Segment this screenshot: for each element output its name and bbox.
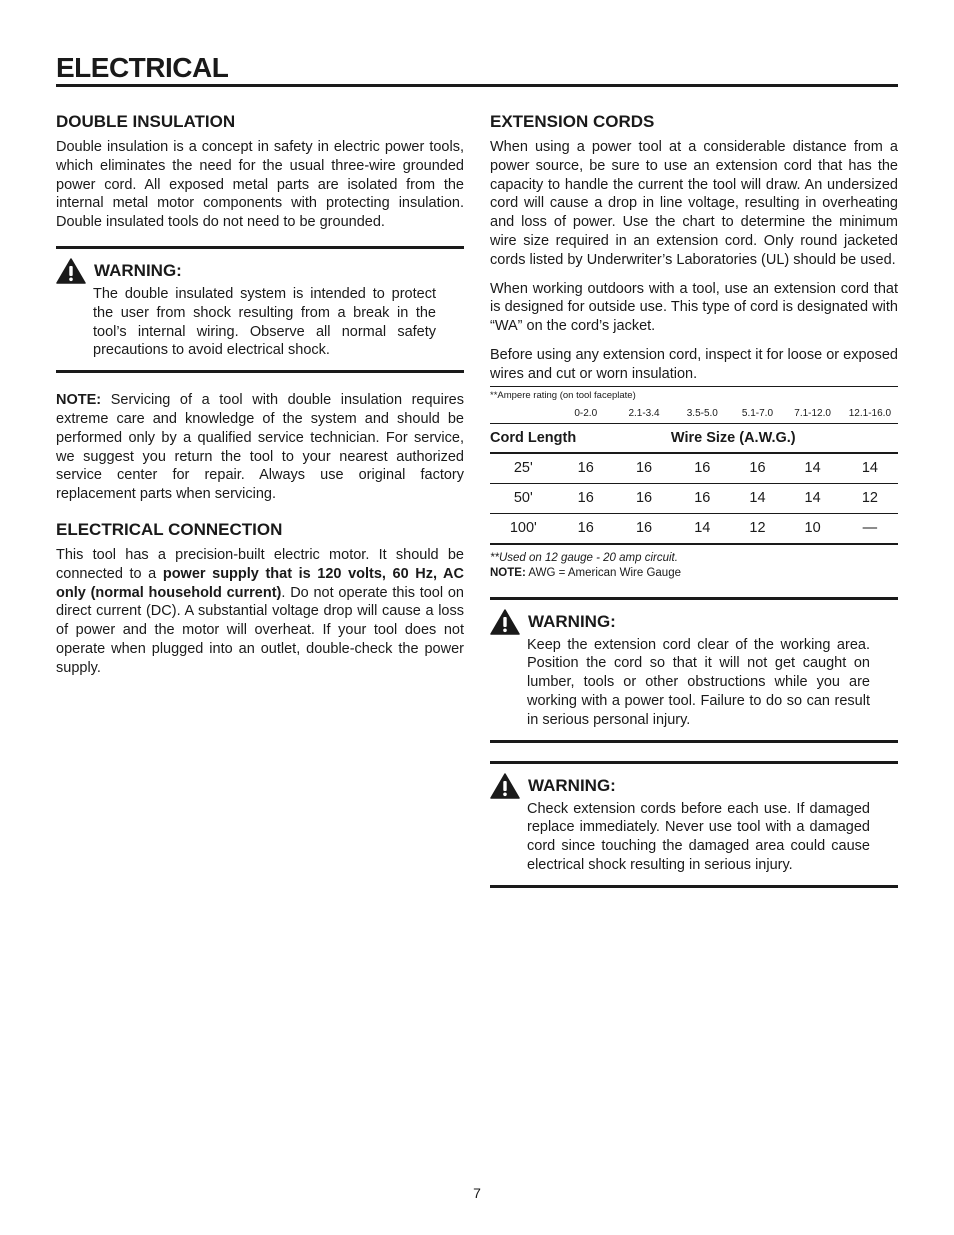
ampere-range-row (490, 405, 898, 424)
wire-size-cell: 16 (615, 483, 673, 513)
power-supply-requirement: power supply that is 120 volts, 60 Hz, AC only (normal household current) (56, 565, 464, 601)
wire-size-cell: 14 (673, 513, 731, 544)
ampere-rating-note: **Ampere rating (on tool faceplate) (490, 390, 636, 402)
extension-cords-heading: EXTENSION CORDS (490, 112, 655, 131)
note-label: NOTE: (56, 392, 102, 409)
wire-size-cell: 10 (783, 513, 841, 544)
cord-length-cell: 50' (490, 483, 557, 513)
wire-size-cell: 16 (557, 483, 615, 513)
amp-range: 2.1-3.4 (615, 405, 673, 424)
amp-range: 7.1-12.0 (783, 405, 841, 424)
right-column (490, 112, 898, 906)
warning-triangle-icon (490, 609, 520, 635)
servicing-note (56, 391, 464, 504)
amp-range: 0-2.0 (557, 405, 615, 424)
wire-size-cell: — (842, 513, 898, 544)
cord-length-cell: 100' (490, 513, 557, 544)
wire-size-cell: 14 (783, 453, 841, 484)
wire-size-cell: 12 (731, 513, 783, 544)
warning-title: WARNING: (528, 775, 616, 795)
extension-cord-warning-2 (490, 761, 898, 888)
warning-body: Check extension cords before each use. If damaged replace immediately. Never use tool with a damaged cord since touching the damaged area could cause electrical shock resulting in serious injury. (527, 800, 870, 873)
left-column (56, 112, 464, 688)
connection-text-part: This tool has a precision-built electric motor. It should be connected to a (56, 546, 464, 582)
amp-range: 5.1-7.0 (731, 405, 783, 424)
page-number: 7 (473, 1185, 481, 1201)
extension-cord-warning-1 (490, 597, 898, 743)
connection-text-part: . Do not operate this tool on direct current (DC). A substantial voltage drop will cause a loss of power and the motor will overheat. If your tool does not operate when plugged into an outlet, double-check the power supply. (56, 584, 464, 676)
table-row (490, 453, 898, 484)
wire-size-cell: 14 (731, 483, 783, 513)
wire-size-cell: 16 (673, 483, 731, 513)
extension-cords-para-3: Before using any extension cord, inspect it for loose or exposed wires and cut or worn insulation. (490, 346, 898, 382)
extension-cord-table (490, 386, 898, 545)
warning-body: The double insulated system is intended to protect the user from shock resulting from a break in the tool’s internal wiring. Observe all normal safety precautions to avoid electrical shock. (93, 285, 436, 359)
wire-size-cell: 16 (731, 453, 783, 484)
wire-size-cell: 14 (842, 453, 898, 484)
page-title: ELECTRICAL (56, 52, 229, 83)
double-insulation-heading: DOUBLE INSULATION (56, 112, 236, 131)
wire-size-cell: 12 (842, 483, 898, 513)
wire-size-cell: 16 (615, 453, 673, 484)
double-insulation-body: Double insulation is a concept in safety in electric power tools, which eliminates the need for the usual three-wire grounded power cord. All exposed metal parts are isolated from the internal metal motor components with protecting insulation. Double insulated tools do not need to be grounded. (56, 139, 464, 231)
wire-size-cell: 16 (615, 513, 673, 544)
extension-cords-para-2: When working outdoors with a tool, use an extension cord that is designed for outside use. This type of cord is designated with “WA” on the cord’s jacket. (490, 280, 898, 335)
cord-length-header: Cord Length (490, 423, 615, 453)
note-body: Servicing of a tool with double insulation requires extreme care and knowledge of the system and should be performed only by a qualified service technician. For service, we suggest you return the tool to your nearest authorized service center for repair. Always use original factory replacement parts when servicing. (56, 392, 464, 503)
wire-size-header: Wire Size (A.W.G.) (615, 423, 898, 453)
warning-triangle-icon (56, 258, 86, 284)
double-insulation-warning (56, 246, 464, 373)
warning-body: Keep the extension cord clear of the working area. Position the cord so that it will not get caught on lumber, tools or other obstructions while you are working with a power tool. Failure to do so can result in serious personal injury. (527, 636, 870, 728)
electrical-connection-heading: ELECTRICAL CONNECTION (56, 519, 283, 539)
wire-size-cell: 16 (673, 453, 731, 484)
warning-title: WARNING: (528, 611, 616, 631)
wire-size-cell: 14 (783, 483, 841, 513)
awg-note (490, 566, 898, 581)
table-header-row (490, 423, 898, 453)
note-body: AWG = American Wire Gauge (525, 566, 681, 579)
extension-cords-para-1: When using a power tool at a considerable distance from a power source, be sure to use an extension cord that has the capacity to handle the current the tool will draw. An undersized cord will cause a drop in line voltage, resulting in overheating and loss of power. Use the chart to determine the minimum wire size required in an extension cord. Only round jacketed cords listed by Underwriter’s Laboratories (UL) should be used. (490, 139, 898, 268)
amp-range: 12.1-16.0 (842, 405, 898, 424)
amp-range: 3.5-5.0 (673, 405, 731, 424)
table-footnote: **Used on 12 gauge - 20 amp circuit. (490, 551, 678, 564)
warning-title: WARNING: (94, 260, 182, 280)
warning-triangle-icon (490, 773, 520, 799)
table-row (490, 513, 898, 544)
table-row (490, 483, 898, 513)
cord-length-cell: 25' (490, 453, 557, 484)
title-rule (56, 84, 898, 87)
table-notes (490, 551, 898, 581)
electrical-connection-body (56, 546, 464, 678)
wire-size-cell: 16 (557, 453, 615, 484)
wire-size-cell: 16 (557, 513, 615, 544)
note-label: NOTE: (490, 566, 526, 579)
